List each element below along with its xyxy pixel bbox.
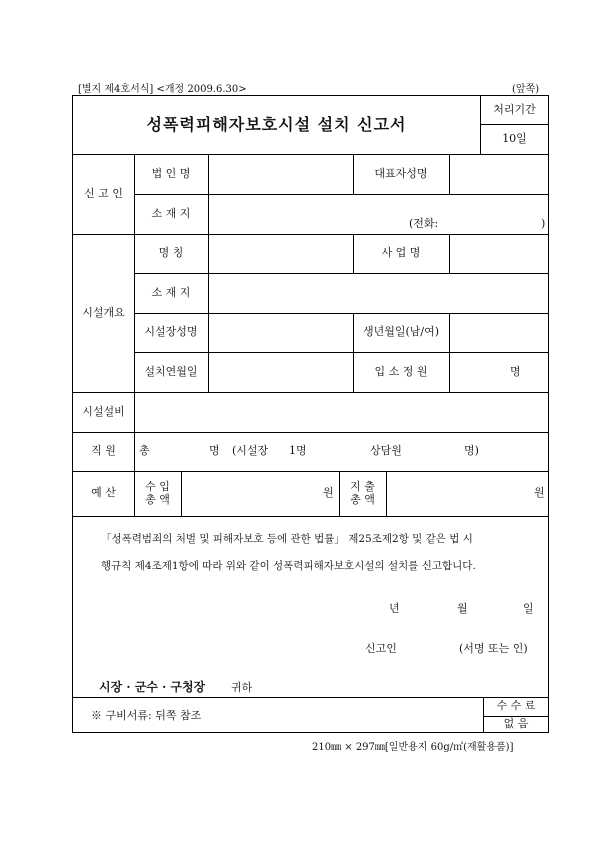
signature-label: (서명 또는 인) [459,641,528,655]
staff-detail-open: (시설장 [232,444,269,458]
income-label-line2: 총 액 [145,492,170,506]
declaration-line-1: 「성폭력범죄의 처벌 및 피해자보호 등에 관한 법률」 제25조제2항 및 같은 법 시 [101,533,473,545]
install-date-label: 설치연월일 [144,364,198,378]
expense-label-line1: 지 출 [350,479,375,493]
income-total-label [134,471,181,516]
phone-label: (전화: [409,216,439,230]
install-date-field[interactable] [209,353,353,392]
declaration-text [101,526,546,580]
recipient-suffix: 귀하 [231,680,253,694]
attachments-note: ※ 구비서류: 뒤쪽 참조 [91,708,202,722]
date-day-label: 일 [523,601,534,615]
staff-count-unit: 명 [209,444,220,458]
business-name-field[interactable] [450,235,549,273]
equipment-field[interactable] [135,393,549,432]
facility-section-label: 시설개요 [82,305,125,319]
birth-gender-label: 생년월일(남/여) [362,325,440,339]
facility-head-count: 1명 [289,444,307,458]
reporter-section-label: 신 고 인 [84,186,123,200]
facility-address-label: 소 재 지 [151,285,191,299]
form-number: [별지 제4호서식] <개정 2009.6.30> [78,84,247,95]
capacity-label: 입 소 정 원 [374,364,428,378]
income-label-line1: 수 입 [145,479,170,493]
fee-label: 수 수 료 [496,699,536,713]
staff-label: 직 원 [91,444,116,458]
business-name-label: 사 업 명 [381,246,421,260]
recipient-name: 시장 · 군수 · 구청장 [99,680,206,695]
expense-label-line2: 총 액 [350,492,375,506]
expense-unit: 원 [534,486,545,500]
date-month-label: 월 [457,601,468,615]
corp-name-field[interactable] [209,155,353,194]
rep-name-label: 대표자성명 [374,166,428,180]
counselor-label: 상담원 [370,444,402,458]
fee-value: 없 음 [503,717,529,731]
equipment-label: 시설설비 [82,404,125,418]
reporter-address-field[interactable] [209,195,549,217]
facility-address-field[interactable] [209,274,549,313]
facility-head-field[interactable] [209,314,353,352]
capacity-field[interactable] [450,353,510,392]
reporter-address-label: 소 재 지 [151,206,191,220]
page-side-label: (앞쪽) [512,84,540,95]
expense-total-label [339,471,386,516]
paper-spec-footer: 210㎜ × 297㎜[일반용지 60g/㎡(재활용품)] [312,742,514,753]
income-unit: 원 [323,486,334,500]
income-total-field[interactable] [182,472,322,516]
phone-field[interactable] [445,216,540,232]
applicant-label: 신고인 [365,641,397,655]
report-form [72,95,549,733]
corp-name-label: 법 인 명 [151,166,191,180]
budget-label: 예 산 [91,486,116,500]
row-line [73,516,549,517]
facility-head-label: 시설장성명 [144,325,198,339]
staff-total-label: 총 [139,444,150,458]
rep-name-field[interactable] [450,155,549,194]
facility-name-label: 명 칭 [158,246,184,260]
processing-period-label: 처리기간 [493,102,536,116]
form-title: 성폭력피해자보호시설 설치 신고서 [146,114,407,134]
date-year-label: 년 [389,601,400,615]
staff-total-field[interactable] [153,436,207,467]
processing-period-value: 10일 [502,131,527,145]
phone-close: ) [541,216,546,230]
counselor-count-field[interactable] [407,436,461,467]
declaration-line-2: 행규칙 제4조제1항에 따라 위와 같이 성폭력피해자보호시설의 설치를 신고합니다. [101,560,476,572]
birth-gender-field[interactable] [450,314,549,352]
staff-detail-close: 명) [464,444,479,458]
capacity-unit: 명 [510,364,521,378]
expense-total-field[interactable] [387,472,531,516]
facility-name-field[interactable] [209,235,353,273]
